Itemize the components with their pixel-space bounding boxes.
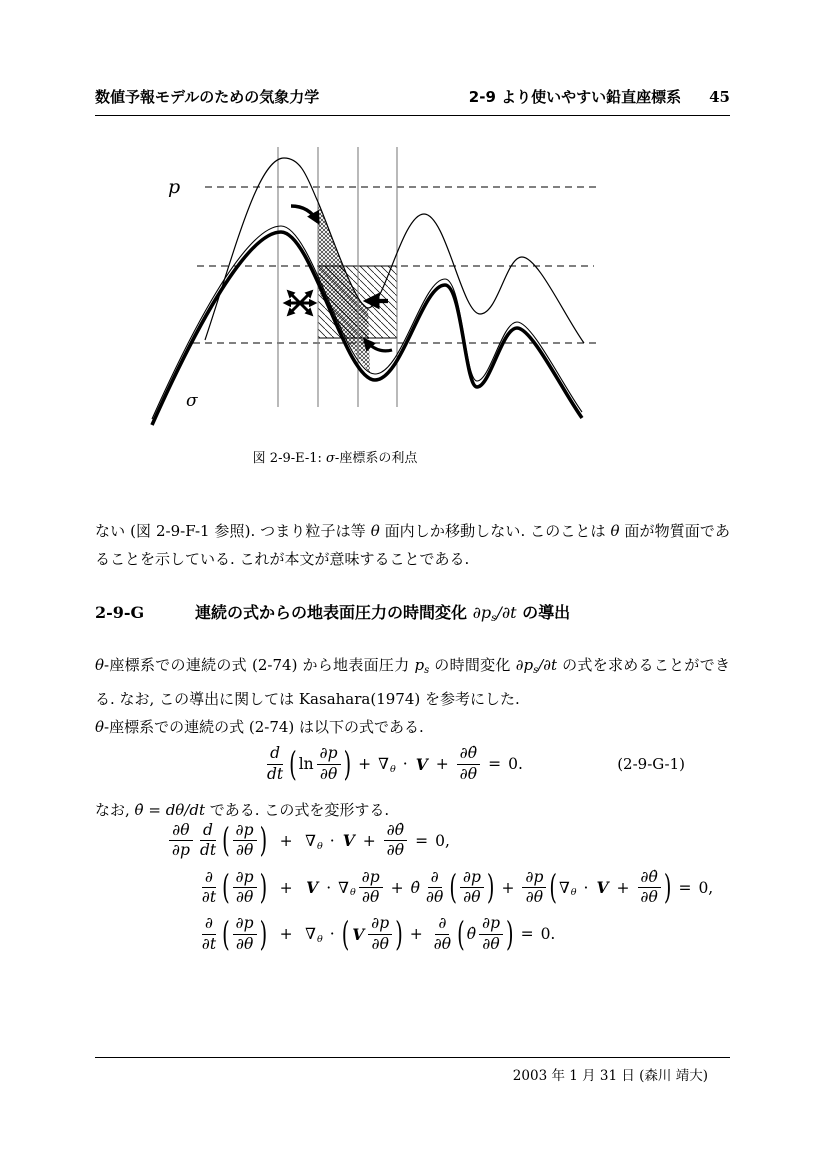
derivation-row3-op: + [279,925,293,944]
page-footer [95,1057,730,1084]
equation-2-9-G-1 [95,735,730,793]
derivation-row2-left: ∂ ∂t ( ∂p ∂θ ) [201,867,268,908]
figure-container [150,140,650,440]
figure-caption: 図 2-9-E-1: σ-座標系の利点 [252,451,418,466]
derivation-row2-right: V · ∇ θ ∂p ∂θ + θ̇ ∂ ∂θ ( ∂p ∂θ ) + $\frac{\partial p}{\partial\theta}$ ( ∇ θ · V + $\frac{\partial\thetȧ}{\partial\theta}$ ) = 0, [306,867,714,908]
p-surface-label: p [168,176,181,198]
derivation-row1-right: ∇ θ · V + $\frac{\partial\thetȧ}{\partial\theta}$ = 0, [305,821,450,860]
running-title: 数値予報モデルのための気象力学 [95,88,320,106]
no-transport-cross-icon [286,292,314,314]
derivation-row1-op: + [279,831,293,850]
sigma-surface-label: σ [186,391,198,411]
equation-body: d dt ( ln ∂p ∂θ ) + ∇ θ · V + $\frac{\partial\thetȧ}{\partial\theta}$ = 0. [267,744,523,784]
paragraph-theta-surface: ない (図 2-9-F-1 参照). つまり粒子は等 θ 面内しか移動しない. このことは θ 面が物質面であることを示している. これが本文が意味することである. [95,522,730,568]
section-number: 2-9-G [95,603,145,622]
footer-date: 2003 年 1 月 31 日 (森川 靖大) [512,1068,708,1084]
derivation-row3-left: ∂ ∂t ( ∂p ∂θ ) [201,914,268,955]
page-number: 45 [709,88,730,106]
derivation-row2-op: + [279,878,293,897]
derivation-equations [167,822,714,953]
derivation-row3-right: ∇ θ · ( V ∂p ∂θ ) + ∂ ∂θ ( θ̇ ∂p ∂θ ) = 0. [305,914,556,955]
section-title-text: 連続の式からの地表面圧力の時間変化 ∂ps/∂t の導出 [195,603,571,624]
page-header [95,86,730,116]
paragraph-continuity-intro: θ-座標系での連続の式 (2-74) は以下の式である. [95,718,424,736]
section-heading [95,602,730,629]
sigma-coordinate-figure [150,140,650,440]
paragraph-theta-dot: なお, θ̇ = dθ/dt である. この式を変形する. [95,801,390,819]
paragraph-derivation-intro: θ-座標系での連続の式 (2-74) から地表面圧力 ps の時間変化 ∂ps/∂t の式を求めることができる. なお, この導出に関しては Kasahara(1974) を参考にした. [95,656,730,708]
running-section-title: 2-9 より使いやすい鉛直座標系 [468,88,682,106]
downslope-flow-arrow-icon [291,206,318,222]
equation-tag: (2-9-G-1) [617,755,685,773]
running-section [469,86,730,107]
derivation-row1-left: ∂θ ∂p d dt ( ∂p ∂θ ) [167,822,268,860]
